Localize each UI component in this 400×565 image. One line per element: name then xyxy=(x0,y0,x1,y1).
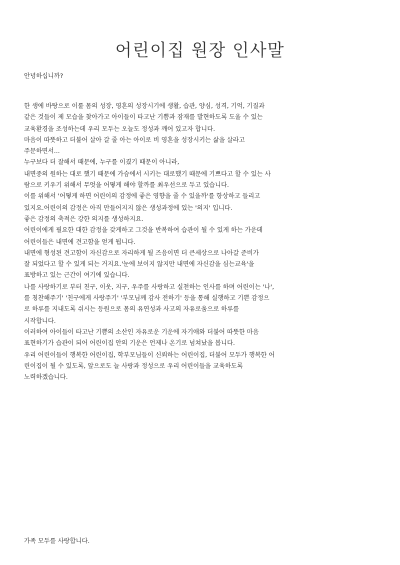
body-line: 주문하면서... xyxy=(24,148,60,156)
body-line: 잘 되었다고 할 수 있게 되는 거지요.'눈에 보이지 않지만 내면에 자신감을 심는교육'을 xyxy=(24,261,255,269)
message-body xyxy=(24,101,380,383)
body-line: 를 칭찬해주기' '친구에게 사랑주기' '부모님께 감사 전하기' 등을 통해 실행하고 기쁜 감정으 xyxy=(24,295,270,303)
body-line: 내면에 형성된 견고함이 자신감으로 자리하게 될 즈음이면 더 큰세상으로 나아갈 준비가 xyxy=(24,249,259,257)
body-line: 마음이 따뜻하고 더불어 살아 갈 줄 아는 아이로 비 영혼을 성장시키는 삶을 살라고 xyxy=(24,136,245,144)
page-title: 어린이집 원장 인사말 xyxy=(115,41,285,61)
closing-line: 가족 모두를 사랑합니다. xyxy=(24,538,90,545)
body-line: 있지요.어린이의 감정은 아직 만들어지지 않은 생성과정에 있는 '의지' 입니다. xyxy=(24,204,233,212)
body-line: 교육환경을 조성하는데 우리 모두는 오늘도 정성과 깨어 있고자 합니다. xyxy=(24,125,216,133)
body-line: 표현하기가 습관이 되어 어린이집 안의 기운은 언제나 온기로 넘쳐났을 봅니다. xyxy=(24,340,235,348)
body-line: 나를 사랑하기로 부터 친구, 이웃, 지구, 우주를 사랑하고 실천하는 인사를 하며 어린이는 '나', xyxy=(24,283,275,291)
body-line: 노력하겠습니다. xyxy=(24,374,68,382)
body-line: 어린이들은 내면에 견고함을 얻게 됩니다. xyxy=(24,238,136,246)
body-line: 어린이에게 필요한 대한 감정을 갖게하고 그것을 반복하여 습관이 될 수 있게 하는 가운데 xyxy=(24,227,263,235)
greeting: 안녕하십니까? xyxy=(24,73,64,80)
body-line: 우리 어린이들이 행복한 어린이집, 학부모님들이 신뢰하는 어린이집, 더불어 모두가 행복한 어 xyxy=(24,351,275,359)
body-line: 람으로 키우기 위해서 무엇을 어떻게 해야 할까를 최우선으로 두고 있습니다. xyxy=(24,182,229,190)
body-line: 린이집이 될 수 있도록, 앞으로도 늘 사랑과 정성으로 우리 어린이들을 교육하도록 xyxy=(24,362,243,370)
body-line: 시작합니다. xyxy=(24,317,56,325)
body-line: 표방하고 있는 근간이 여기에 있습니다. xyxy=(24,272,130,280)
body-line: 누구보다 더 잘해서 때문에, 누구를 이겼기 때문이 아니라, xyxy=(24,159,180,167)
body-line: 로 하루를 지내도록 쉬시는 등원으로 몸의 유연성과 사고의 자유로움으로 하루를 xyxy=(24,306,239,314)
body-line: 내면중의 원하는 대로 했기 때문에 가슴에서 시키는 대로했기 때문에 기쁘다고 할 수 있는 사 xyxy=(24,170,271,178)
body-line: 한 생에 바탕으로 이룰 몸의 성장, 영혼의 성장시기에 생활, 습관, 양심, 성격, 기억, 기질과 xyxy=(24,103,265,110)
body-line: 같은 것들이 제 모습을 찾아가고 아이들이 타고난 기쁨과 잠재를 발현하도록 도울 수 있는 xyxy=(24,114,263,122)
body-line: 이러하여 아이들이 타고난 기쁨의 소산인 자유로운 기운에 자기애와 더불어 따뜻한 마음 xyxy=(24,328,259,336)
body-line: 이를 위해서 '어떻게 하면 어린이의 감정에 좋은 영향을 줄 수 있을까'를 항상하고 들리고 xyxy=(24,193,261,201)
body-line: 좋은 감정의 축적은 강한 의지를 생성하지요. xyxy=(24,215,144,223)
